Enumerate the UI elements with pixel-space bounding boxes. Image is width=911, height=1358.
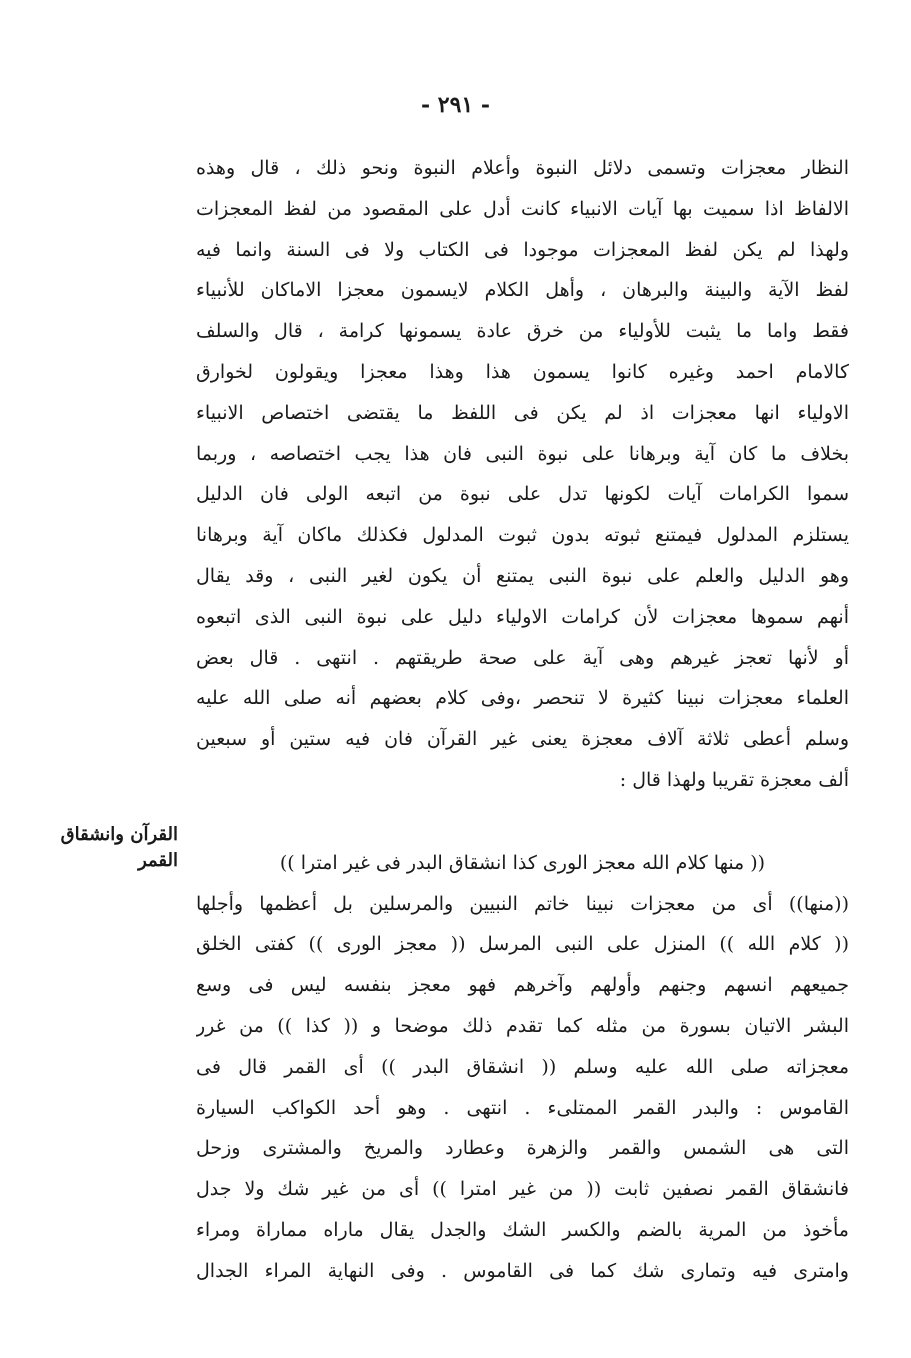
side-heading-line: القمر — [138, 850, 178, 871]
text-line: فانشقاق القمر نصفين ثابت (( من غير امترا )) أى من غير شك ولا جدل — [196, 1178, 849, 1201]
text-line: بخلاف ما كان آية وبرهانا على نبوة النبى فان هذا يجب اختصاصه ، وربما — [196, 442, 849, 465]
text-line: العلماء معجزات نبينا كثيرة لا تنحصر ،وفى كلام بعضهم أنه صلى الله عليه — [196, 687, 849, 710]
text-line: (( كلام الله )) المنزل على النبى المرسل (( معجز الورى )) كفتى الخلق — [196, 933, 849, 956]
page-number: - ٢٩١ - — [420, 92, 491, 118]
text-line: القاموس : والبدر القمر الممتلىء . انتهى . وهو أحد الكواكب السيارة — [196, 1096, 849, 1119]
text-line: يستلزم المدلول فيمتنع ثبوته بدون ثبوت المدلول فكذلك ماكان آية وبرهانا — [196, 524, 849, 547]
side-heading-line: القرآن وانشقاق — [60, 824, 178, 845]
text-line: مأخوذ من المرية بالضم والكسر الشك والجدل يقال ماراه مماراة ومراء — [196, 1218, 849, 1241]
text-line: أو لأنها تعجز غيرهم وهى آية على صحة طريقتهم . انتهى . قال بعض — [196, 646, 849, 669]
text-line: فقط واما ما يثبت للأولياء من خرق عادة يسمونها كرامة ، قال والسلف — [196, 320, 849, 343]
text-line: كالامام احمد وغيره كانوا يسمون هذا وهذا معجزا ويقولون لخوارق — [196, 360, 849, 383]
text-line: أنهم سموها معجزات لأن كرامات الاولياء دليل على نبوة النبى الذى اتبعوه — [196, 605, 849, 628]
text-line: جميعهم انسهم وجنهم وأولهم وآخرهم فهو معجز بنفسه ليس فى وسع — [196, 974, 849, 997]
text-line: سموا الكرامات آيات لكونها تدل على نبوة من اتبعه الولى فان الدليل — [196, 483, 849, 506]
verse-line: (( منها كلام الله معجز الورى كذا انشقاق البدر فى غير امترا )) — [279, 851, 766, 874]
text-line: وسلم أعطى ثلاثة آلاف معجزة يعنى غير القرآن فان فيه ستين أو سبعين — [196, 728, 849, 751]
text-line: ألف معجزة تقريبا ولهذا قال : — [619, 768, 849, 791]
text-line: وهو الدليل والعلم على نبوة النبى يمتنع أن يكون لغير النبى ، وقد يقال — [196, 564, 849, 587]
text-line: لفظ الآية والبينة والبرهان ، وأهل الكلام لايسمون معجزا الاماكان للأنبياء — [196, 279, 849, 302]
text-line: الالفاظ اذا سميت بها آيات الانبياء كانت أدل على المقصود من لفظ المعجزات — [196, 197, 849, 220]
text-line: معجزاته صلى الله عليه وسلم (( انشقاق البدر )) أى القمر قال فى — [196, 1055, 849, 1078]
section-gap — [196, 801, 849, 843]
text-line: ولهذا لم يكن لفظ المعجزات موجودا فى الكتاب ولا فى السنة وانما فيه — [196, 238, 849, 261]
text-line: الاولياء انها معجزات اذ لم يكن فى اللفظ ما يقتضى اختصاص الانبياء — [196, 401, 849, 424]
text-line: البشر الاتيان بسورة من مثله كما تقدم ذلك موضحا و (( كذا )) من غرر — [196, 1014, 849, 1037]
side-heading — [20, 822, 178, 874]
text-line: النظار معجزات وتسمى دلائل النبوة وأعلام النبوة ونحو ذلك ، قال وهذه — [196, 157, 849, 179]
text-line: ((منها)) أى من معجزات نبينا خاتم النبيين والمرسلين بل أعظمها وأجلها — [196, 892, 849, 915]
body-text — [196, 148, 849, 1292]
text-line: وامترى فيه وتمارى شك كما فى القاموس . وفى النهاية المراء الجدال — [196, 1259, 849, 1282]
text-line: التى هى الشمس والقمر والزهرة وعطارد والمريخ والمشترى وزحل — [196, 1137, 849, 1160]
paragraph-2 — [196, 884, 849, 1292]
paragraph-1 — [196, 148, 849, 801]
